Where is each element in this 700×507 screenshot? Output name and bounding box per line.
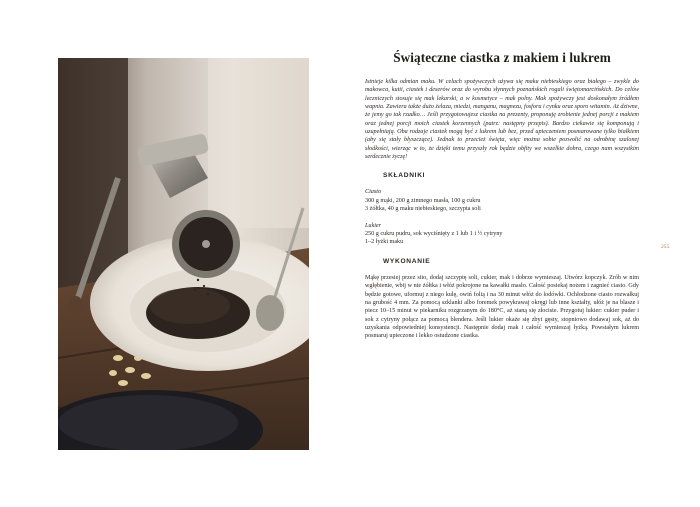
dough-label: Ciasto [365,189,382,196]
ingredients-heading: SKŁADNIKI [383,172,426,180]
icing-ingredients-line: 250 g cukru pudru, sok wyciśnięty z 1 lub 1 i ½ cytryny [365,231,503,238]
method-heading: WYKONANIE [383,257,431,265]
recipe-intro: Istnieje kilka odmian maku. W celach spożywczych używa się maku niebieskiego oraz białego – zwykle do makowca, kutii, ciastek i deserów oraz do wyrobu słynnych poznańskich rogali świętomarcińskich. Do celów leczniczych stosuje się mak lekarski, a w kosmetyce – mak polny. Mak spożywczy jest doskonałym źródłem wapnia. Zawiera także dużo żelaza, miedzi, manganu, magnezu, fosforu i cynku oraz sporo witamin. Aż dziwne, że jemy go tak rzadko… Jeśli przygotowujesz ciastka na prezenty, proponuję zrobienie jednej porcji z makiem oraz jednej porcji moich ciastek korzennych (patrz: następny przepis). Bardzo ciekawie się komponują i uzupełniają. Oba rodzaje ciastek mogą być z lukrem lub bez, przed upieczeniem posmarowane tylko białkiem (aby się stały błyszczące). Jednak to przecież święta, więc można sobie pozwolić na odrobinę szalonej słodkości, wierząc w to, że dzięki temu przyszły rok będzie obfity we wszelkie dobra, czego nam wszystkim serdecznie życzę! [365,79,639,161]
icing-label: Lukier [365,222,382,229]
page-number: 255 [661,244,670,250]
recipe-title: Świąteczne ciastka z makiem i lukrem [393,50,611,65]
recipe-text-column [365,50,639,341]
method-text: Mąkę przesiej przez sito, dodaj szczyptę soli, cukier, mak i dobrze wymieszaj. Utwórz kopczyk. Zrób w nim wgłębienie, wbij w nie żółtka i włóż pokrojone na kawałki masło. Całość posiekaj nożem i zagnieć ciasto. Gdy będzie gotowe, uformuj z niego kulę, owiń folią i na 30 minut włóż do lodówki. Ochłodzone ciasto rozwałkuj na grubość 4 mm. Za pomocą szklanki albo foremek powykrawaj okręgi lub inne kształty, ułóż je na blasze i piecz 10–15 minut w piekarniku rozgrzanym do 180°C, aż staną się złociste. Przygotuj lukier: cukier puder i sok z cytryny połącz za pomocą blendera. Jeśli lukier okaże się zbyt gęsty, stopniowo dodawaj sok, aż do uzyskania odpowiedniej konsystencji. Następnie dodaj mak i całość wymieszaj łyżką. Powstałym lukrem posmaruj upieczone i lekko ostudzone ciastka. [365,274,639,340]
recipe-photo [58,58,309,450]
dough-ingredients-line: 300 g mąki, 200 g zimnego masła, 100 g cukru [365,197,481,204]
dough-ingredients-line: 3 żółtka, 40 g maku niebieskiego, szczypta soli [365,206,481,213]
icing-ingredients-line: 1–2 łyżki maku [365,239,404,246]
